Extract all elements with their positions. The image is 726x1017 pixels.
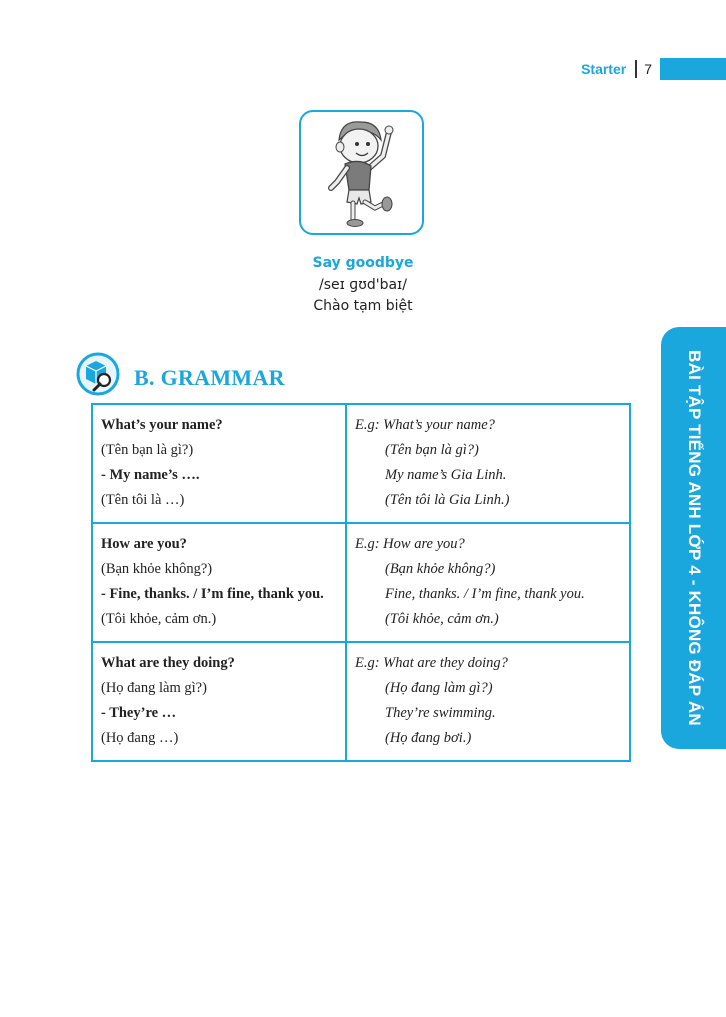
example-cell <box>346 642 630 761</box>
structure-cell <box>92 404 346 523</box>
vocab-ipa: /seɪ ɡʊd'baɪ/ <box>319 277 407 293</box>
example-answer: They’re swimming. <box>385 705 496 721</box>
example-cell <box>346 523 630 642</box>
example-translation: (Tên bạn là gì?) <box>385 442 479 458</box>
example-question: E.g: How are you? <box>355 536 465 552</box>
structure-translation: (Họ đang làm gì?) <box>101 680 207 696</box>
example-question: E.g: What are they doing? <box>355 655 508 671</box>
structure-cell <box>92 642 346 761</box>
grammar-title: B. GRAMMAR <box>134 365 285 390</box>
boy-waving-icon <box>301 112 421 232</box>
example-translation: (Họ đang bơi.) <box>385 730 472 746</box>
structure-translation: (Tên tôi là …) <box>101 492 185 508</box>
example-translation: (Họ đang làm gì?) <box>385 680 493 696</box>
structure-translation: (Tên bạn là gì?) <box>101 442 194 458</box>
structure-cell <box>92 523 346 642</box>
page-number: 7 <box>644 61 652 77</box>
grammar-table <box>91 403 631 762</box>
example-translation: (Tôi khỏe, cảm ơn.) <box>385 611 499 627</box>
example-answer: My name’s Gia Linh. <box>385 467 507 483</box>
side-tab-label: BÀI TẬP TIẾNG ANH LỚP 4 - KHÔNG ĐÁP ÁN <box>684 350 704 726</box>
page-header <box>581 58 726 80</box>
structure-answer: - They’re … <box>101 705 177 721</box>
header-accent-bar <box>660 58 726 80</box>
boy-waving-illustration <box>299 110 424 235</box>
header-divider <box>635 60 637 78</box>
side-tab <box>661 327 726 749</box>
structure-question: What are they doing? <box>101 655 235 671</box>
structure-question: What’s your name? <box>101 417 223 433</box>
example-translation: (Bạn khỏe không?) <box>385 561 496 577</box>
vocab-meaning: Chào tạm biệt <box>313 298 413 314</box>
structure-translation: (Tôi khỏe, cảm ơn.) <box>101 611 217 627</box>
example-translation: (Tên tôi là Gia Linh.) <box>385 492 510 508</box>
example-question: E.g: What’s your name? <box>355 417 495 433</box>
vocab-word: Say goodbye <box>312 255 414 271</box>
structure-translation: (Bạn khỏe không?) <box>101 561 213 577</box>
structure-answer: - My name’s …. <box>101 467 200 483</box>
structure-translation: (Họ đang …) <box>101 730 179 746</box>
grammar-heading <box>76 352 285 396</box>
table-row <box>92 642 630 761</box>
magnifier-box-icon <box>76 352 122 396</box>
table-row <box>92 404 630 523</box>
example-answer: Fine, thanks. / I’m fine, thank you. <box>385 586 585 602</box>
structure-answer: - Fine, thanks. / I’m fine, thank you. <box>101 586 324 602</box>
section-name: Starter <box>581 61 627 77</box>
table-row <box>92 523 630 642</box>
example-cell <box>346 404 630 523</box>
structure-question: How are you? <box>101 536 187 552</box>
